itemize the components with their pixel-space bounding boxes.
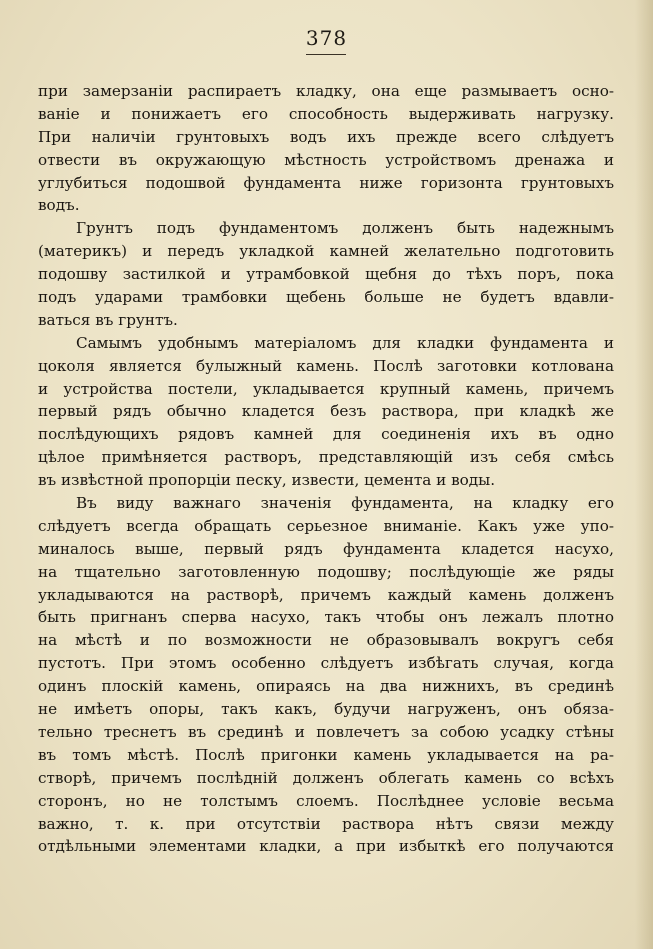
- text-line: водъ.: [38, 196, 80, 215]
- text-line: Въ виду важнаго значенія фундамента, на кладку его: [76, 494, 614, 513]
- text-line: и устройства постели, укладывается крупный камень, причемъ: [38, 379, 614, 398]
- text-line: важно, т. к. при отсутствіи раствора нѣтъ связи между: [38, 814, 614, 833]
- text-line: углубиться подошвой фундамента ниже горизонта грунтовыхъ: [38, 173, 614, 192]
- text-line: слѣдуетъ всегда обращать серьезное вниманіе. Какъ уже упо-: [38, 516, 614, 535]
- text-line: подъ ударами трамбовки щебень больше не будетъ вдавли-: [38, 288, 614, 307]
- text-line: Грунтъ подъ фундаментомъ долженъ быть надежнымъ: [76, 219, 614, 238]
- text-line: Самымъ удобнымъ матеріаломъ для кладки фундамента и: [76, 333, 614, 352]
- text-line: на тщательно заготовленную подошву; послѣдующіе же ряды: [38, 562, 614, 581]
- text-line: въ извѣстной пропорціи песку, извести, цемента и воды.: [38, 471, 496, 490]
- text-line: быть пригнанъ сперва насухо, такъ чтобы онъ лежалъ плотно: [38, 608, 614, 627]
- text-line: ваться въ грунтъ.: [38, 310, 178, 329]
- paragraph-2: [38, 217, 614, 331]
- text-line: одинъ плоскій камень, опираясь на два нижнихъ, въ срединѣ: [38, 677, 614, 696]
- text-line: отвести въ окружающую мѣстность устройствомъ дренажа и: [38, 150, 614, 169]
- text-line: не имѣетъ опоры, такъ какъ, будучи нагруженъ, онъ обяза-: [38, 700, 614, 719]
- text-line: отдѣльными элементами кладки, а при избыткѣ его получаются: [38, 837, 614, 856]
- text-line: цоколя является булыжный камень. Послѣ заготовки котлована: [38, 356, 614, 375]
- page-number: 378: [305, 26, 348, 50]
- paragraph-3: [38, 332, 614, 492]
- text-line: укладываются на растворѣ, причемъ каждый камень долженъ: [38, 585, 614, 604]
- text-line: пустотъ. При этомъ особенно слѣдуетъ избѣгать случая, когда: [38, 654, 614, 673]
- text-line: ваніе и понижаетъ его способность выдерживать нагрузку.: [38, 104, 614, 123]
- page-number-rule: [306, 54, 346, 55]
- text-line: миналось выше, первый рядъ фундамента кладется насухо,: [38, 539, 614, 558]
- text-line: въ томъ мѣстѣ. Послѣ пригонки камень укладывается на ра-: [38, 745, 614, 764]
- body-text: [38, 80, 614, 858]
- text-line: тельно треснетъ въ срединѣ и повлечетъ за собою усадку стѣны: [38, 722, 614, 741]
- text-line: при замерзаніи распираетъ кладку, она еще размываетъ осно-: [38, 82, 614, 100]
- text-line: на мѣстѣ и по возможности не образовывалъ вокругъ себя: [38, 631, 614, 650]
- text-line: сторонъ, но не толстымъ слоемъ. Послѣднее условіе весьма: [38, 791, 614, 810]
- text-line: цѣлое примѣняется растворъ, представляющій изъ себя смѣсь: [38, 448, 614, 467]
- text-line: первый рядъ обычно кладется безъ раствора, при кладкѣ же: [38, 402, 614, 421]
- paragraph-1: [38, 80, 614, 217]
- text-line: подошву застилкой и утрамбовкой щебня до тѣхъ поръ, пока: [38, 265, 614, 284]
- text-line: (материкъ) и передъ укладкой камней желательно подготовить: [38, 242, 614, 261]
- paragraph-4: [38, 492, 614, 858]
- text-line: створѣ, причемъ послѣдній долженъ облегать камень со всѣхъ: [38, 768, 614, 787]
- text-line: послѣдующихъ рядовъ камней для соединенія ихъ въ одно: [38, 425, 614, 444]
- text-line: При наличіи грунтовыхъ водъ ихъ прежде всего слѣдуетъ: [38, 127, 614, 146]
- page-edge-shadow: [635, 0, 653, 949]
